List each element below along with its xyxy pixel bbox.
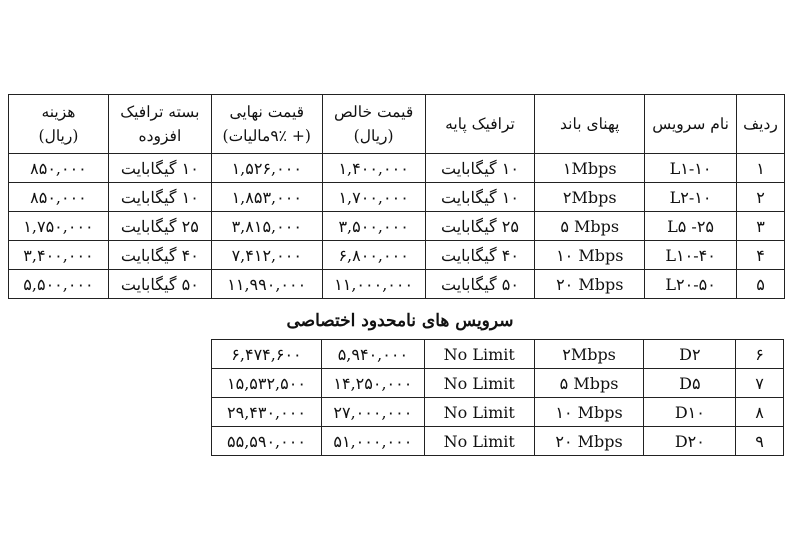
header-cost: هزینه (ریال) — [9, 95, 109, 154]
cell-final-price: ۱۱,۹۹۰,۰۰۰ — [211, 270, 322, 299]
cell-net-price: ۶,۸۰۰,۰۰۰ — [322, 241, 425, 270]
cell-net-price: ۵۱,۰۰۰,۰۰۰ — [321, 427, 424, 456]
cell-final-price: ۱۵,۵۳۲,۵۰۰ — [212, 369, 322, 398]
section-title: سرویس های نامحدود اختصاصی — [286, 311, 514, 331]
cell-cost: ۵,۵۰۰,۰۰۰ — [9, 270, 109, 299]
header-base-traffic: ترافیک پایه — [425, 95, 535, 154]
cell-service-name: L۱۰-۴۰ — [645, 241, 737, 270]
cell-extra-traffic: ۲۵ گیگابایت — [108, 212, 211, 241]
cell-base-traffic: ۲۵ گیگابایت — [425, 212, 535, 241]
table-row — [212, 340, 784, 369]
unlimited-tariff-table — [8, 94, 785, 299]
cell-bandwidth: ۲۰ Mbps — [534, 427, 644, 456]
cell-net-price: ۱۱,۰۰۰,۰۰۰ — [322, 270, 425, 299]
header-bandwidth: پهنای باند — [535, 95, 645, 154]
cell-final-price: ۶,۴۷۴,۶۰۰ — [212, 340, 322, 369]
table-row — [9, 183, 785, 212]
cell-extra-traffic: ۱۰ گیگابایت — [108, 183, 211, 212]
cell-row-number: ۶ — [736, 340, 784, 369]
cell-final-price: ۲۹,۴۳۰,۰۰۰ — [212, 398, 322, 427]
cell-net-price: ۱,۷۰۰,۰۰۰ — [322, 183, 425, 212]
cell-cost: ۱,۷۵۰,۰۰۰ — [9, 212, 109, 241]
cell-service-name: D۱۰ — [644, 398, 736, 427]
cell-final-price: ۱,۵۲۶,۰۰۰ — [211, 154, 322, 183]
cell-service-name: L۲۰-۵۰ — [645, 270, 737, 299]
cell-final-price: ۵۵,۵۹۰,۰۰۰ — [212, 427, 322, 456]
cell-row-number: ۸ — [736, 398, 784, 427]
cell-base-traffic: ۱۰ گیگابایت — [425, 154, 535, 183]
cell-cost: ۸۵۰,۰۰۰ — [9, 154, 109, 183]
cell-bandwidth: ۲Mbps — [534, 340, 644, 369]
table-row — [9, 270, 785, 299]
cell-net-price: ۵,۹۴۰,۰۰۰ — [321, 340, 424, 369]
cell-extra-traffic: ۴۰ گیگابایت — [108, 241, 211, 270]
cell-service-name: D۲۰ — [644, 427, 736, 456]
header-service-name: نام سرویس — [645, 95, 737, 154]
cell-net-price: ۳,۵۰۰,۰۰۰ — [322, 212, 425, 241]
cell-bandwidth: ۱Mbps — [535, 154, 645, 183]
cell-cost: ۳,۴۰۰,۰۰۰ — [9, 241, 109, 270]
cell-service-name: L۲-۱۰ — [645, 183, 737, 212]
cell-row-number: ۴ — [737, 241, 785, 270]
cell-row-number: ۹ — [736, 427, 784, 456]
cell-base-traffic: ۴۰ گیگابایت — [425, 241, 535, 270]
cell-net-price: ۱۴,۲۵۰,۰۰۰ — [321, 369, 424, 398]
cell-base-traffic: No Limit — [424, 340, 534, 369]
cell-bandwidth: ۲Mbps — [535, 183, 645, 212]
table-row — [9, 154, 785, 183]
cell-row-number: ۵ — [737, 270, 785, 299]
cell-service-name: L۱-۱۰ — [645, 154, 737, 183]
cell-bandwidth: ۱۰ Mbps — [535, 241, 645, 270]
cell-base-traffic: No Limit — [424, 427, 534, 456]
cell-row-number: ۳ — [737, 212, 785, 241]
header-net-price: قیمت خالص (ریال) — [322, 95, 425, 154]
cell-bandwidth: ۵ Mbps — [534, 369, 644, 398]
dedicated-unlimited-table — [211, 339, 784, 456]
cell-row-number: ۷ — [736, 369, 784, 398]
table-row — [212, 369, 784, 398]
cell-cost: ۸۵۰,۰۰۰ — [9, 183, 109, 212]
table-row — [9, 241, 785, 270]
table-header-row — [9, 95, 785, 154]
cell-extra-traffic: ۱۰ گیگابایت — [108, 154, 211, 183]
table-row — [9, 212, 785, 241]
cell-bandwidth: ۲۰ Mbps — [535, 270, 645, 299]
cell-extra-traffic: ۵۰ گیگابایت — [108, 270, 211, 299]
cell-net-price: ۲۷,۰۰۰,۰۰۰ — [321, 398, 424, 427]
cell-base-traffic: No Limit — [424, 369, 534, 398]
cell-bandwidth: ۵ Mbps — [535, 212, 645, 241]
table-row — [212, 398, 784, 427]
cell-base-traffic: ۱۰ گیگابایت — [425, 183, 535, 212]
cell-row-number: ۱ — [737, 154, 785, 183]
cell-net-price: ۱,۴۰۰,۰۰۰ — [322, 154, 425, 183]
cell-base-traffic: ۵۰ گیگابایت — [425, 270, 535, 299]
cell-base-traffic: No Limit — [424, 398, 534, 427]
cell-service-name: D۵ — [644, 369, 736, 398]
cell-final-price: ۳,۸۱۵,۰۰۰ — [211, 212, 322, 241]
header-row-number: ردیف — [737, 95, 785, 154]
header-final-price: قیمت نهایی (+ ۹٪مالیات) — [211, 95, 322, 154]
header-extra-traffic: بسته ترافیک افزوده — [108, 95, 211, 154]
cell-final-price: ۱,۸۵۳,۰۰۰ — [211, 183, 322, 212]
table-row — [212, 427, 784, 456]
cell-service-name: L۵ -۲۵ — [645, 212, 737, 241]
cell-row-number: ۲ — [737, 183, 785, 212]
cell-final-price: ۷,۴۱۲,۰۰۰ — [211, 241, 322, 270]
cell-bandwidth: ۱۰ Mbps — [534, 398, 644, 427]
cell-service-name: D۲ — [644, 340, 736, 369]
